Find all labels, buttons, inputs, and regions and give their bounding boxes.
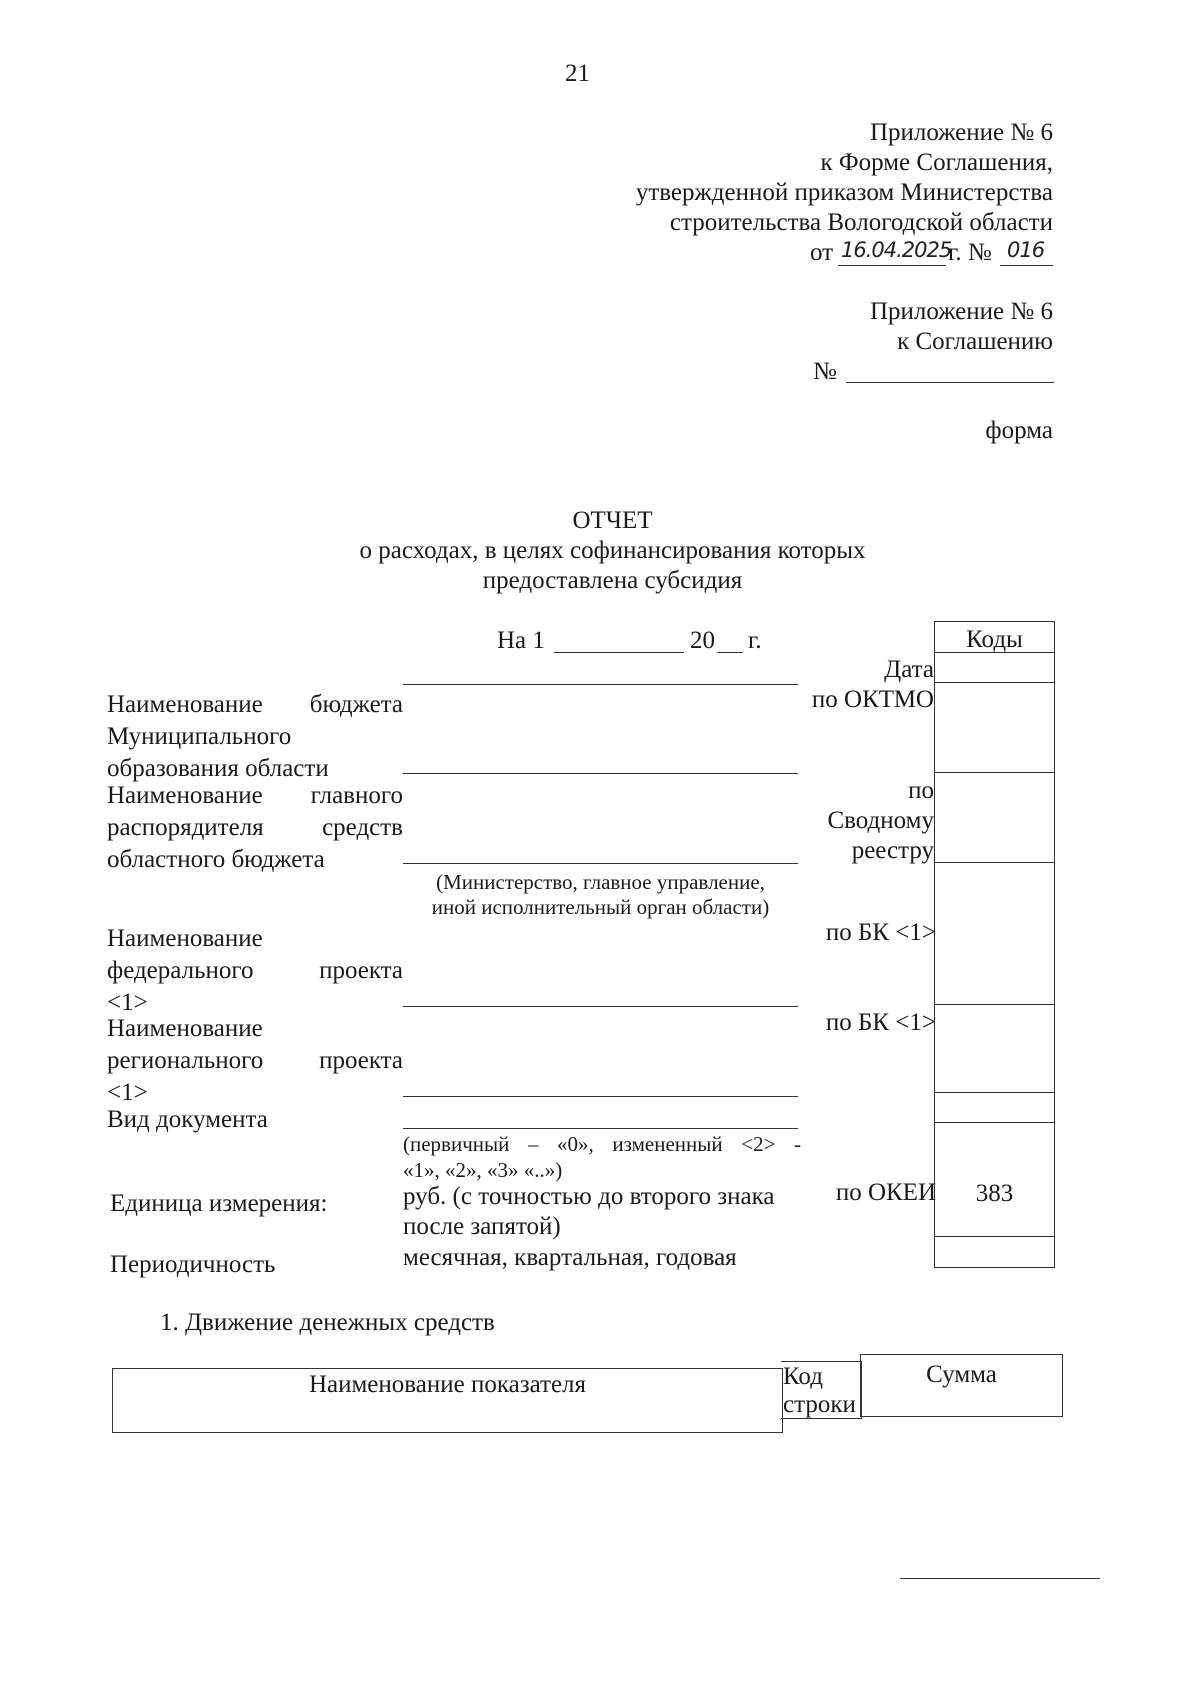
field-budget-name (107, 689, 403, 785)
budget-name-line (403, 773, 798, 774)
agreement-number-line (846, 382, 1054, 383)
field-regional-project (107, 1013, 403, 1109)
indicator-header-text: Наименование показателя (308, 1371, 587, 1398)
label-part: <1> (107, 989, 148, 1016)
appendix-form-line2: к Форме Соглашения, (820, 149, 1053, 176)
label-part: образования области (107, 755, 329, 782)
label-part: проекта (319, 957, 403, 984)
code-header-line1: Код (783, 1363, 823, 1390)
label-part: Муниципального (107, 723, 292, 750)
code-label-registry-1: по (908, 777, 934, 804)
codes-table (934, 621, 1055, 1268)
budget-name-line-top (403, 684, 798, 685)
appendix-agreement-line2: к Соглашению (897, 328, 1053, 355)
chief-admin-hint-2: иной исполнительный орган области) (431, 895, 770, 919)
doc-type-hint-text: (первичный – «0», измененный <2> - (403, 1132, 801, 1156)
label-part: Наименование (107, 1015, 263, 1042)
okei-code-value: 383 (975, 1180, 1014, 1207)
report-date-year-line (717, 652, 743, 653)
field-doc-type: Вид документа (107, 1106, 268, 1133)
label-part: регионального (107, 1047, 264, 1074)
field-unit-value-1: руб. (с точностью до второго знака (403, 1183, 775, 1210)
form-label: форма (985, 417, 1053, 444)
page-number: 21 (565, 60, 590, 87)
table-header-code (781, 1361, 862, 1419)
approval-number-line (1000, 265, 1053, 266)
label-part: проекта (319, 1047, 403, 1074)
code-label-registry-2: Сводному (827, 807, 934, 834)
doc-type-hint-1 (403, 1130, 801, 1158)
code-label-registry-3: реестру (851, 837, 934, 864)
doc-type-line (403, 1128, 798, 1129)
agreement-number-prefix: № (813, 358, 837, 385)
regional-project-line (403, 1096, 798, 1097)
code-label-bk-regional: по БК <1> (825, 1009, 936, 1036)
chief-admin-hint-1: (Министерство, главное управление, (436, 870, 765, 894)
approval-date-prefix: от (810, 239, 834, 266)
report-date-year: 20 (690, 627, 715, 654)
label-part: распорядителя (107, 814, 264, 841)
label-part: Наименование (107, 925, 263, 952)
report-title: ОТЧЕТ (572, 507, 653, 534)
report-date-day-line (554, 652, 684, 653)
code-header-line2: строки (783, 1391, 856, 1418)
field-unit-label: Единица измерения: (110, 1190, 328, 1217)
federal-project-line (403, 1006, 798, 1007)
field-period-value: месячная, квартальная, годовая (403, 1244, 737, 1271)
label-part: средств (322, 814, 403, 841)
appendix-form-line4: строительства Вологодской области (669, 209, 1053, 236)
label-part: федерального (107, 957, 254, 984)
appendix-form-line1: Приложение № 6 (869, 119, 1053, 146)
report-date-suffix: г. (748, 627, 762, 654)
code-label-okei: по ОКЕИ (835, 1179, 936, 1206)
field-federal-project (107, 923, 403, 1019)
report-subtitle-line2: предоставлена субсидия (482, 567, 743, 594)
code-label-date: Дата (884, 656, 934, 683)
label-part: главного (310, 782, 403, 809)
approval-number-value: 016 (1007, 238, 1045, 262)
field-unit-value-2: после запятой) (403, 1213, 561, 1240)
field-chief-admin (107, 780, 403, 876)
report-subtitle-line1: о расходах, в целях софинансирования которых (359, 537, 866, 564)
approval-date-line (838, 265, 946, 266)
code-label-oktmo: по ОКТМО (811, 686, 934, 713)
report-date-prefix: На 1 (497, 627, 545, 654)
code-label-bk-federal: по БК <1> (825, 919, 936, 946)
appendix-form-line3: утвержденной приказом Министерства (635, 179, 1053, 206)
bottom-line (900, 1578, 1100, 1579)
appendix-agreement-line1: Приложение № 6 (869, 298, 1053, 325)
label-part: Наименование (107, 782, 263, 809)
sum-header-text: Сумма (926, 1361, 997, 1388)
chief-admin-line (403, 863, 798, 864)
label-part: бюджета (309, 691, 403, 718)
approval-number-prefix: г. № (948, 239, 992, 266)
table-header-sum (860, 1354, 1063, 1417)
label-part: Наименование (107, 691, 263, 718)
section-1-heading: 1. Движение денежных средств (160, 1309, 495, 1336)
doc-type-hint-2: «1», «2», «3» «..») (403, 1158, 563, 1182)
table-header-indicator (112, 1368, 783, 1433)
field-period-label: Периодичность (110, 1251, 276, 1278)
codes-header: Коды (966, 626, 1023, 653)
label-part: областного бюджета (107, 846, 325, 873)
approval-date-value: 16.04.2025 (841, 238, 952, 262)
label-part: <1> (107, 1079, 148, 1106)
